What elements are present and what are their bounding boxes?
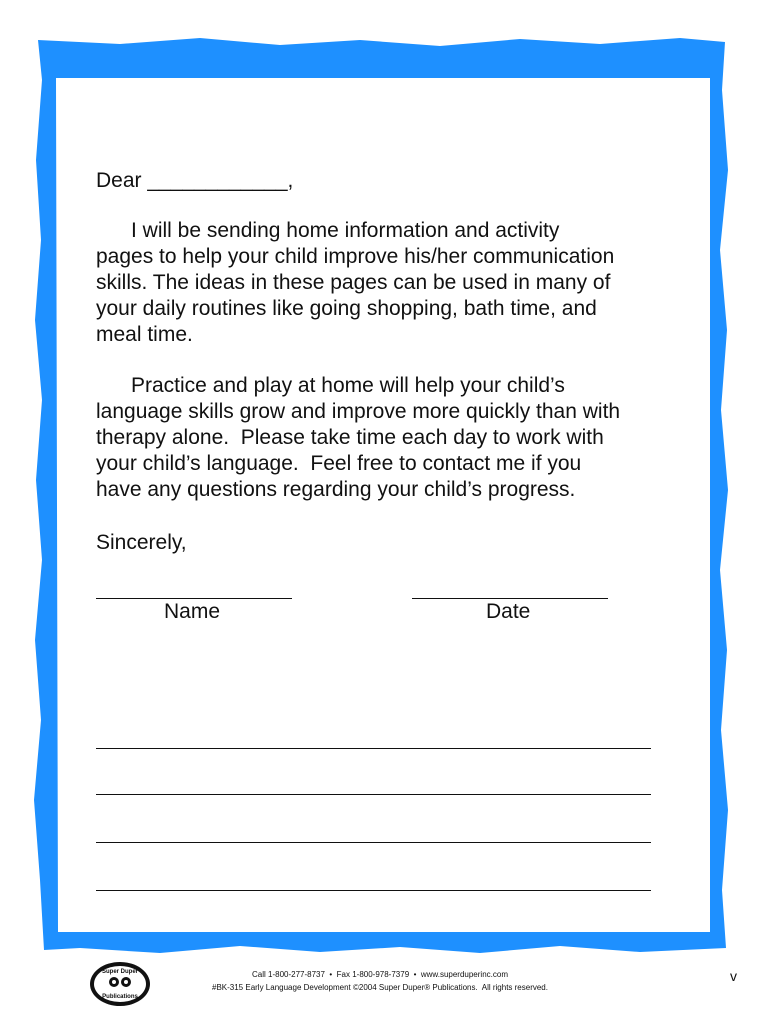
note-line[interactable] [96,842,651,843]
paragraph-line: your child’s language. Feel free to contact me if you [96,452,582,475]
super-duper-logo [88,960,152,1008]
note-line[interactable] [96,794,651,795]
name-label: Name [164,600,221,623]
paragraph-line: therapy alone. Please take time each day to work with [96,426,604,449]
greeting-line: Dear ____________, [96,169,294,192]
paragraph-line: your daily routines like going shopping, bath time, and [96,297,597,320]
svg-text:Publications: Publications [102,994,138,1000]
paragraph-line: Practice and play at home will help your child’s [96,374,565,397]
footer-contact: Call 1-800-277-8737 • Fax 1-800-978-7379 • www.superduperinc.com [252,970,508,979]
paragraph-intro [96,218,696,348]
note-line[interactable] [96,748,651,749]
paragraph-line: pages to help your child improve his/her communication [96,245,615,268]
paragraph-practice [96,373,696,503]
paragraph-line: language skills grow and improve more quickly than with [96,400,621,423]
footer-copyright: #BK-315 Early Language Development ©2004 Super Duper® Publications. All rights reserved. [212,983,548,992]
page-number: v [730,968,737,984]
paragraph-line: have any questions regarding your child’s progress. [96,478,576,501]
svg-text:Super Duper: Super Duper [101,969,139,975]
paragraph-line: skills. The ideas in these pages can be used in many of [96,271,611,294]
note-line[interactable] [96,890,651,891]
footer [150,968,610,994]
closing-sincerely: Sincerely, [96,531,187,554]
date-label: Date [486,600,531,623]
paragraph-line: I will be sending home information and activity [96,219,560,242]
paragraph-line: meal time. [96,323,193,346]
